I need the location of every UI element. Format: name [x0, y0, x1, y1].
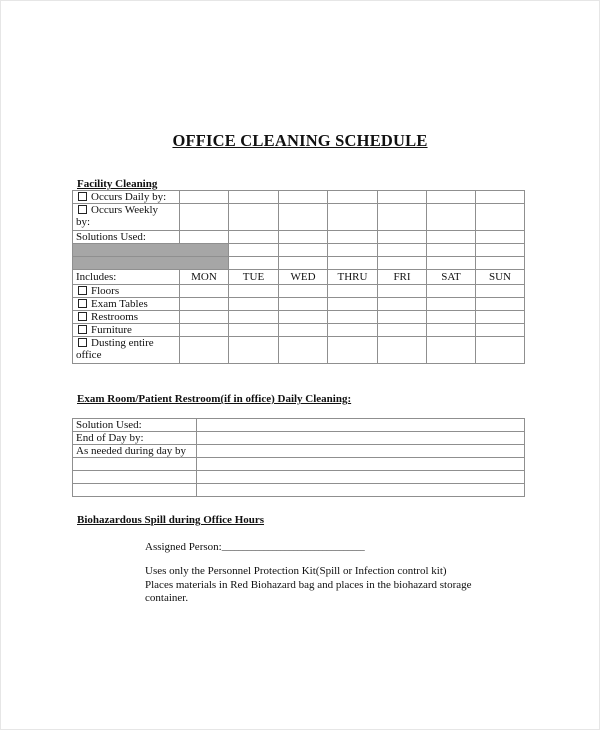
- grid-cell[interactable]: [229, 244, 279, 257]
- includes-label: Includes:: [76, 271, 117, 283]
- grid-cell[interactable]: [229, 204, 279, 231]
- table-row: [73, 337, 525, 364]
- grid-cell[interactable]: [427, 298, 476, 311]
- grid-cell[interactable]: [229, 324, 279, 337]
- grid-cell[interactable]: [279, 257, 328, 270]
- dusting-cell: [73, 337, 180, 364]
- grid-cell[interactable]: [476, 191, 525, 204]
- restrooms-cell: [73, 311, 180, 324]
- grid-cell[interactable]: [73, 458, 197, 471]
- table-row: [73, 285, 525, 298]
- grid-cell[interactable]: [378, 191, 427, 204]
- dusting-label: Dusting entire: [91, 337, 154, 349]
- table-row: [73, 257, 525, 270]
- grid-cell[interactable]: [427, 244, 476, 257]
- grid-cell[interactable]: [73, 471, 197, 484]
- day-header-wed: WED: [279, 270, 328, 285]
- grid-cell[interactable]: [476, 204, 525, 231]
- exam-room-table: [72, 418, 525, 497]
- grid-cell[interactable]: [180, 311, 229, 324]
- grid-cell[interactable]: [378, 311, 427, 324]
- occurs-weekly-label-cont: by:: [76, 216, 91, 228]
- spill-heading: Biohazardous Spill during Office Hours: [77, 514, 265, 526]
- restrooms-label: Restrooms: [91, 311, 139, 323]
- end-of-day-label: End of Day by:: [76, 432, 144, 444]
- grid-cell[interactable]: [378, 298, 427, 311]
- table-row: [73, 484, 525, 497]
- grid-cell[interactable]: [378, 257, 427, 270]
- grid-cell[interactable]: [476, 298, 525, 311]
- day-header-mon: MON: [180, 270, 229, 285]
- grid-cell[interactable]: [180, 337, 229, 364]
- exam-room-heading: Exam Room/Patient Restroom(if in office) Daily Cleaning:: [77, 393, 352, 405]
- grid-cell[interactable]: [180, 231, 229, 244]
- grid-cell[interactable]: [180, 191, 229, 204]
- grid-cell[interactable]: [328, 204, 378, 231]
- solutions-used-label: Solutions Used:: [76, 231, 146, 243]
- grid-cell[interactable]: [73, 484, 197, 497]
- grid-cell[interactable]: [279, 285, 328, 298]
- grid-cell[interactable]: [378, 337, 427, 364]
- restrooms-checkbox[interactable]: [78, 312, 87, 321]
- grid-cell[interactable]: [279, 337, 328, 364]
- as-needed-label: As needed during day by: [76, 445, 186, 457]
- grid-cell[interactable]: [427, 204, 476, 231]
- includes-cell: [73, 270, 180, 285]
- occurs-weekly-label: Occurs Weekly: [91, 204, 159, 216]
- grid-cell[interactable]: [197, 484, 525, 497]
- grid-cell[interactable]: [328, 257, 378, 270]
- grid-cell[interactable]: [328, 231, 378, 244]
- grid-cell[interactable]: [180, 204, 229, 231]
- grid-cell[interactable]: [229, 337, 279, 364]
- grid-cell[interactable]: [476, 337, 525, 364]
- table-row: [73, 458, 525, 471]
- grid-cell[interactable]: [328, 324, 378, 337]
- table-row: [73, 204, 525, 231]
- grid-cell[interactable]: [427, 337, 476, 364]
- shaded-cell: [73, 257, 229, 270]
- day-header-sun: SUN: [476, 270, 525, 285]
- grid-cell[interactable]: [378, 231, 427, 244]
- grid-cell[interactable]: [279, 298, 328, 311]
- dusting-checkbox[interactable]: [78, 338, 87, 347]
- floors-label: Floors: [91, 285, 120, 297]
- table-row: [73, 298, 525, 311]
- grid-cell[interactable]: [229, 311, 279, 324]
- table-row: [73, 445, 525, 458]
- day-header-tue: TUE: [229, 270, 279, 285]
- dusting-label-cont: office: [76, 349, 102, 361]
- grid-cell[interactable]: [197, 445, 525, 458]
- grid-cell[interactable]: [328, 337, 378, 364]
- grid-cell[interactable]: [328, 191, 378, 204]
- grid-cell[interactable]: [476, 311, 525, 324]
- grid-cell[interactable]: [180, 324, 229, 337]
- grid-cell[interactable]: [427, 324, 476, 337]
- floors-cell: [73, 285, 180, 298]
- grid-cell[interactable]: [476, 285, 525, 298]
- grid-cell[interactable]: [476, 257, 525, 270]
- grid-cell[interactable]: [229, 285, 279, 298]
- day-header-thru: THRU: [328, 270, 378, 285]
- occurs-daily-checkbox[interactable]: [78, 192, 87, 201]
- table-row: [73, 311, 525, 324]
- occurs-daily-label: Occurs Daily by:: [91, 191, 167, 203]
- grid-cell[interactable]: [378, 244, 427, 257]
- grid-cell[interactable]: [279, 191, 328, 204]
- furniture-cell: [73, 324, 180, 337]
- grid-cell[interactable]: [427, 231, 476, 244]
- grid-cell[interactable]: [279, 311, 328, 324]
- spill-instructions: [145, 565, 472, 606]
- solution-used-cell: [73, 419, 197, 432]
- table-row: [73, 419, 525, 432]
- assigned-person-blank[interactable]: __________________________________: [221, 542, 365, 552]
- grid-cell[interactable]: [197, 419, 525, 432]
- shaded-cell: [73, 244, 229, 257]
- grid-cell[interactable]: [197, 458, 525, 471]
- table-row: [73, 270, 525, 285]
- grid-cell[interactable]: [197, 471, 525, 484]
- occurs-weekly-checkbox[interactable]: [78, 205, 87, 214]
- exam-tables-cell: [73, 298, 180, 311]
- day-header-sat: SAT: [427, 270, 476, 285]
- grid-cell[interactable]: [328, 298, 378, 311]
- instruction-line: container.: [145, 592, 189, 604]
- day-header-fri: FRI: [378, 270, 427, 285]
- end-of-day-cell: [73, 432, 197, 445]
- table-row: [73, 432, 525, 445]
- grid-cell[interactable]: [180, 285, 229, 298]
- table-row: [73, 191, 525, 204]
- grid-cell[interactable]: [229, 257, 279, 270]
- grid-cell[interactable]: [279, 231, 328, 244]
- table-row: [73, 324, 525, 337]
- table-row: [73, 231, 525, 244]
- instruction-line: Places materials in Red Biohazard bag and places in the biohazard storage: [145, 578, 472, 591]
- grid-cell[interactable]: [328, 285, 378, 298]
- document-title: OFFICE CLEANING SCHEDULE: [172, 131, 428, 150]
- exam-tables-checkbox[interactable]: [78, 299, 87, 308]
- exam-tables-label: Exam Tables: [91, 298, 148, 310]
- grid-cell[interactable]: [279, 324, 328, 337]
- assigned-person-label: Assigned Person:: [145, 541, 222, 553]
- grid-cell[interactable]: [378, 285, 427, 298]
- grid-cell[interactable]: [427, 257, 476, 270]
- grid-cell[interactable]: [427, 311, 476, 324]
- grid-cell[interactable]: [229, 298, 279, 311]
- grid-cell[interactable]: [476, 231, 525, 244]
- facility-cleaning-heading: Facility Cleaning: [77, 178, 158, 190]
- floors-checkbox[interactable]: [78, 286, 87, 295]
- instruction-line: Uses only the Personnel Protection Kit(Spill or Infection control kit): [145, 565, 447, 577]
- occurs-weekly-cell: [73, 204, 180, 231]
- table-row: [73, 471, 525, 484]
- grid-cell[interactable]: [378, 204, 427, 231]
- facility-cleaning-table: [72, 190, 525, 364]
- assigned-person-line: [145, 541, 365, 555]
- grid-cell[interactable]: [427, 191, 476, 204]
- grid-cell[interactable]: [476, 244, 525, 257]
- grid-cell[interactable]: [197, 432, 525, 445]
- solution-used-label: Solution Used:: [76, 419, 142, 431]
- grid-cell[interactable]: [328, 311, 378, 324]
- grid-cell[interactable]: [427, 285, 476, 298]
- grid-cell[interactable]: [279, 204, 328, 231]
- solutions-used-cell: [73, 231, 180, 244]
- grid-cell[interactable]: [180, 298, 229, 311]
- grid-cell[interactable]: [279, 244, 328, 257]
- grid-cell[interactable]: [476, 324, 525, 337]
- furniture-label: Furniture: [91, 324, 132, 336]
- grid-cell[interactable]: [378, 324, 427, 337]
- grid-cell[interactable]: [229, 231, 279, 244]
- grid-cell[interactable]: [229, 191, 279, 204]
- as-needed-cell: [73, 445, 197, 458]
- table-row: [73, 244, 525, 257]
- occurs-daily-cell: [73, 191, 180, 204]
- grid-cell[interactable]: [328, 244, 378, 257]
- furniture-checkbox[interactable]: [78, 325, 87, 334]
